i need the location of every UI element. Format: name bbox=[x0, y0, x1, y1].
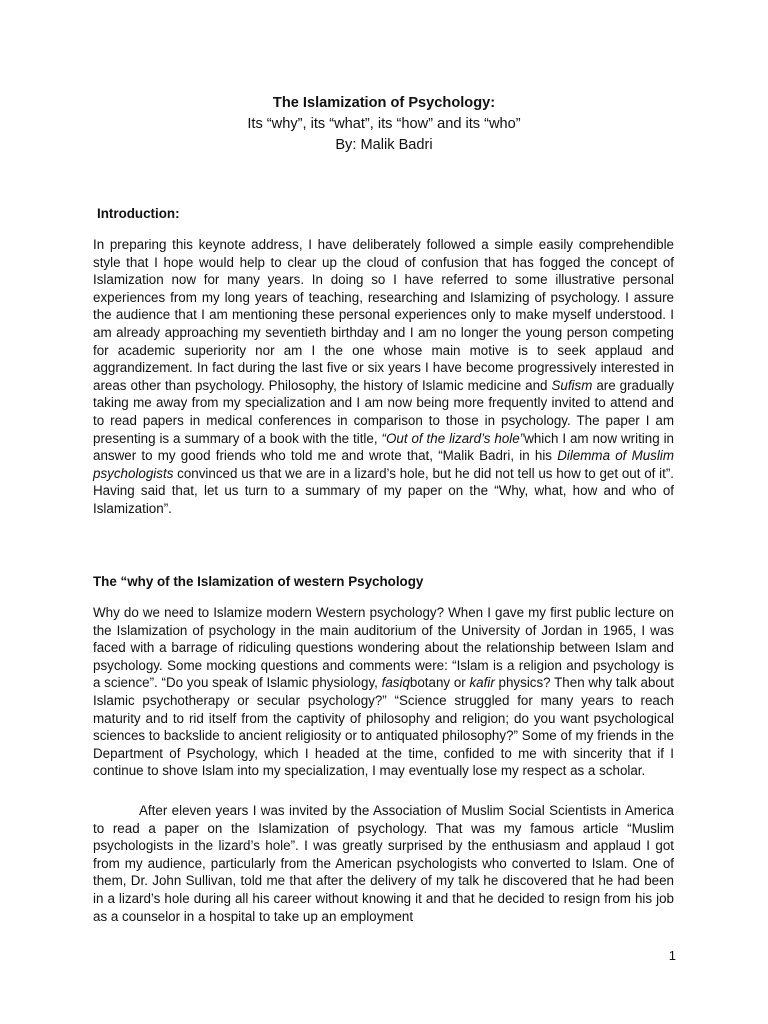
p1-text-c: which I am now writing in answer to my good friends who told me and wrote that, “Malik Badri, in his bbox=[93, 430, 674, 464]
p2-fasiq: fasiq bbox=[381, 675, 410, 691]
p2-kafir: kafir bbox=[469, 675, 495, 691]
p1-book-title: “Out of the lizard’s hole” bbox=[381, 430, 525, 446]
title-block bbox=[0, 93, 768, 156]
document-author: By: Malik Badri bbox=[335, 137, 433, 153]
page-number: 1 bbox=[668, 948, 676, 963]
p2-text-c: physics? Then why talk about Islamic psychotherapy or secular psychology?” “Science struggled for many years to reach maturity and to rid itself from the captivity of philosophy and religion; do you want psychological sciences to backslide to ancient religiosity or to antiquated philosophy?” Some of my friends in the Department of Psychology, which I headed at the time, confided to me with sincerity that if I continue to shove Islam into my specialization, I may eventually lose my respect as a scholar. bbox=[93, 675, 674, 779]
document-subtitle: Its “why”, its “what”, its “how” and its “who” bbox=[247, 116, 521, 132]
p1-dilemma-title: Dilemma of Muslim psychologists bbox=[93, 448, 674, 481]
introduction-paragraph bbox=[93, 236, 674, 518]
introduction-heading: Introduction: bbox=[97, 206, 180, 221]
p1-text-a: In preparing this keynote address, I have deliberately followed a simple easily comprehendible style that I hope would help to clear up the cloud of confusion that has fogged the concept of Islamization now for many years. In doing so I have referred to some illustrative personal experiences from my long years of teaching, researching and Islamizing of psychology. I assure the audience that I am mentioning these personal experiences only to make myself understood. I am already approaching my seventieth birthday and I am no longer the young person competing for academic superiority nor am I the one whose main motive is to seek applaud and aggrandizement. In fact during the last five or six years I have become progressively interested in areas other than psychology. Philosophy, the history of Islamic medicine and bbox=[93, 237, 674, 393]
why-paragraph bbox=[93, 604, 674, 780]
eleven-years-paragraph: After eleven years I was invited by the Association of Muslim Social Scientists in America to read a paper on the Islamization of psychology. That was my famous article “Muslim psychologists in the lizard’s hole”. I was greatly surprised by the enthusiasm and applaud I got from my audience, particularly from the American psychologists who converted to Islam. One of them, Dr. John Sullivan, told me that after the delivery of my talk he discovered that he had been in a lizard’s hole during all his career without knowing it and that he decided to resign from his job as a counselor in a hospital to take up an employment bbox=[93, 803, 674, 924]
p1-text-b: are gradually taking me away from my specialization and I am now being more frequently invited to attend and to read papers in medical conferences in comparison to those in psychology. The paper I am presenting is a summary of a book with the title, bbox=[93, 377, 674, 446]
section-heading: The “why of the Islamization of western Psychology bbox=[93, 574, 424, 589]
p2-text-b: botany or bbox=[409, 675, 470, 691]
p1-text-d: convinced us that we are in a lizard’s hole, but he did not tell us how to get out of it”. Having said that, let us turn to a summary of my paper on the “Why, what, how and who of Islamization”. bbox=[93, 465, 674, 516]
document-title: The Islamization of Psychology: bbox=[272, 95, 496, 111]
p2-text-a: Why do we need to Islamize modern Western psychology? When I gave my first public lecture on the Islamization of psychology in the main auditorium of the University of Jordan in 1965, I was faced with a barrage of ridiculing questions wondering about the relationship between Islam and psychology. Some mocking questions and comments were: “Islam is a religion and psychology is a science”. “Do you speak of Islamic physiology, bbox=[93, 605, 674, 691]
p1-sufism: Sufism bbox=[551, 377, 593, 393]
